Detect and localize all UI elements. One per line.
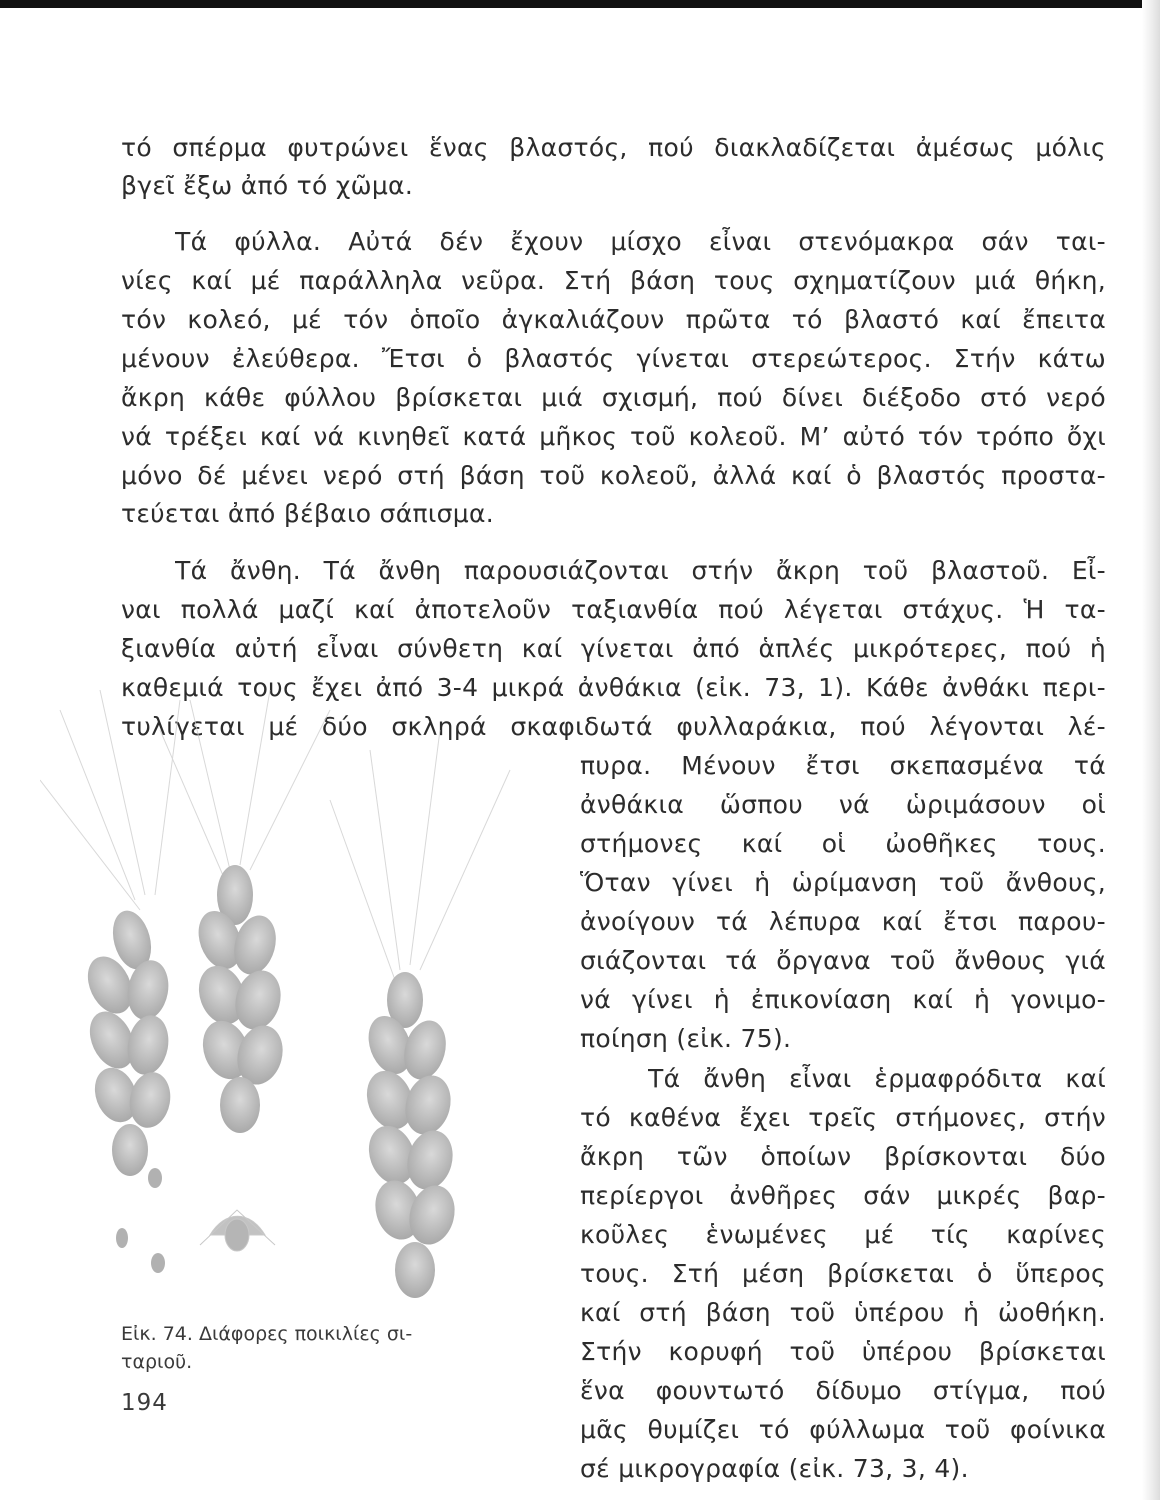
text-line: Στήν κορυφή τοῦ ὑπέρου βρίσκεται (580, 1337, 1106, 1366)
text-line: καθεμιά τους ἔχει ἀπό 3-4 μικρά ἀνθάκια (εἰκ. 73, 1). Κάθε ἀνθάκι περι- (121, 673, 1106, 702)
caption-line: ταριοῦ. (121, 1351, 193, 1373)
text-line: βγεῖ ἔξω ἀπό τό χῶμα. (121, 171, 414, 200)
caption-line: Εἰκ. 74. Διάφορες ποικιλίες σι- (121, 1323, 413, 1345)
wheat-ear-right (359, 972, 461, 1298)
text-line: νά γίνει ἡ ἐπικονίαση καί ἡ γονιμο- (580, 985, 1106, 1014)
text-line: τους. Στή μέση βρίσκεται ὁ ὕπερος (580, 1259, 1106, 1288)
text-line: ξιανθία αὐτή εἶναι σύνθετη καί γίνεται ἀπό ἁπλές μικρότερες, πού ἡ (121, 634, 1106, 663)
text-line: κοῦλες ἑνωμένες μέ τίς καρίνες (580, 1220, 1106, 1249)
text-line: τυλίγεται μέ δύο σκληρά σκαφιδωτά φυλλαράκια, πού λέγονται λέ- (121, 712, 1106, 741)
text-line: νίες καί μέ παράλληλα νεῦρα. Στή βάση τους σχηματίζουν μιά θήκη, (121, 266, 1106, 295)
wheat-ear-left (79, 906, 174, 1176)
text-line: σιάζονται τά ὄργανα τοῦ ἄνθους γιά (580, 946, 1106, 975)
wheat-ear-middle (191, 865, 289, 1133)
text-line: μᾶς θυμίζει τό φύλλωμα τοῦ φοίνικα (580, 1415, 1106, 1444)
text-line: τεύεται ἀπό βέβαιο σάπισμα. (121, 499, 494, 528)
text-line: καί στή βάση τοῦ ὑπέρου ἡ ὠοθήκη. (580, 1298, 1106, 1327)
figure-caption (121, 1320, 461, 1376)
text-line: τό σπέρμα φυτρώνει ἕνας βλαστός, πού διακλαδίζεται ἀμέσως μόλις (121, 133, 1106, 162)
text-line: μόνο δέ μένει νερό στή βάση τοῦ κολεοῦ, ἀλλά καί ὁ βλαστός προστα- (121, 461, 1106, 490)
scan-right-edge (1142, 0, 1160, 1500)
text-line: Τά ἄνθη εἶναι ἑρμαφρόδιτα καί (648, 1064, 1106, 1093)
text-line: τόν κολεό, μέ τόν ὁποῖο ἀγκαλιάζουν πρῶτα τό βλαστό καί ἔπειτα (121, 305, 1106, 334)
text-line: ποίηση (εἰκ. 75). (580, 1024, 792, 1053)
text-line: σέ μικρογραφία (εἰκ. 73, 3, 4). (580, 1454, 969, 1483)
text-line: πυρα. Μένουν ἔτσι σκεπασμένα τά (580, 751, 1106, 780)
text-line: ναι πολλά μαζί καί ἀποτελοῦν ταξιανθία πού λέγεται στάχυς. Ἡ τα- (121, 595, 1106, 624)
text-line: στήμονες καί οἱ ὠοθῆκες τους. (580, 829, 1106, 858)
text-line: νά τρέξει καί νά κινηθεῖ κατά μῆκος τοῦ κολεοῦ. Μ’ αὐτό τόν τρόπο ὄχι (121, 422, 1106, 451)
text-line: περίεργοι ἀνθῆρες σάν μικρές βαρ- (580, 1181, 1106, 1210)
text-line: τό καθένα ἔχει τρεῖς στήμονες, στήν (580, 1103, 1106, 1132)
text-line: μένουν ἐλεύθερα. Ἔτσι ὁ βλαστός γίνεται στερεώτερος. Στήν κάτω (121, 344, 1106, 373)
text-line: ἄκρη κάθε φύλλου βρίσκεται μιά σχισμή, πού δίνει διέξοδο στό νερό (121, 383, 1106, 412)
text-line-flowers-heading: Τά ἄνθη. Τά ἄνθη παρουσιάζονται στήν ἄκρη τοῦ βλαστοῦ. Εἶ- (175, 556, 1106, 585)
text-line-leaves-heading: Τά φύλλα. Αὐτά δέν ἔχουν μίσχο εἶναι στενόμακρα σάν ται- (175, 227, 1106, 256)
wheat-ears-figure (40, 690, 580, 1310)
text-line: ἀνθάκια ὥσπου νά ὡριμάσουν οἱ (580, 790, 1106, 819)
scan-top-edge (0, 0, 1160, 8)
wheat-spikelet-detail (200, 1210, 275, 1251)
text-line: ἀνοίγουν τά λέπυρα καί ἔτσι παρου- (580, 907, 1106, 936)
wheat-grains (116, 1168, 165, 1273)
text-line: Ὅταν γίνει ἡ ὡρίμανση τοῦ ἄνθους, (580, 868, 1106, 897)
text-line: ἕνα φουντωτό δίδυμο στίγμα, πού (580, 1376, 1106, 1405)
text-line: ἄκρη τῶν ὁποίων βρίσκονται δύο (580, 1142, 1106, 1171)
page-number: 194 (121, 1390, 168, 1416)
wheat-illustration (40, 690, 580, 1310)
